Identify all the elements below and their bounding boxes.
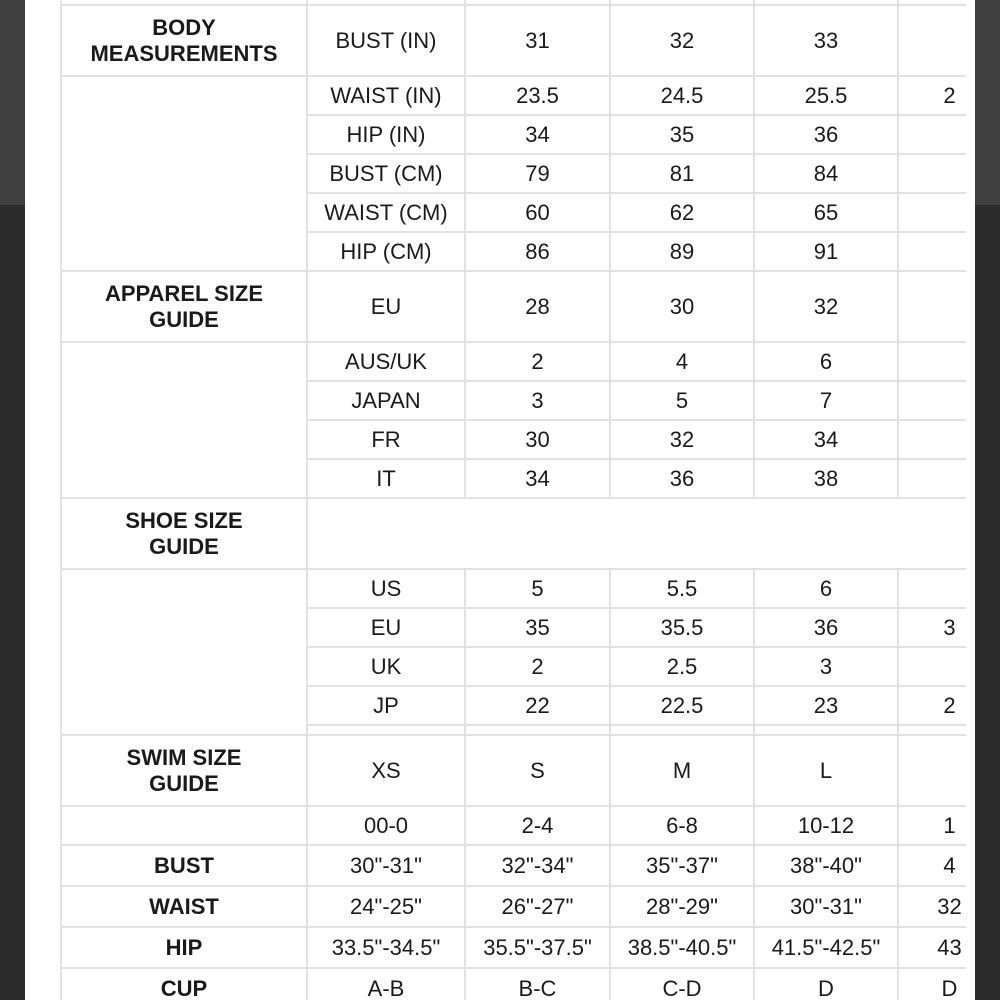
row-label-cup: CUP xyxy=(61,968,307,1000)
blank-cell xyxy=(61,76,307,271)
table-cell: 22 xyxy=(465,686,610,725)
table-cell: 2 xyxy=(465,342,610,381)
table-cell: 35 xyxy=(610,115,754,154)
table-row xyxy=(61,845,975,886)
table-cell: 60 xyxy=(465,193,610,232)
size-letter: S xyxy=(465,735,610,806)
table-cell: B-C xyxy=(465,968,610,1000)
table-cell: 35.5 xyxy=(610,608,754,647)
table-cell: 5 xyxy=(465,569,610,608)
table-cell-clipped xyxy=(898,420,975,459)
table-cell: 32 xyxy=(610,420,754,459)
table-cell: 4 xyxy=(610,342,754,381)
table-cell: 34 xyxy=(754,420,898,459)
row-label: FR xyxy=(307,420,465,459)
blank-cell xyxy=(61,342,307,498)
table-row xyxy=(61,342,975,381)
size-letter: L xyxy=(754,735,898,806)
row-label-waist: WAIST xyxy=(61,886,307,927)
table-cell: 23 xyxy=(754,686,898,725)
table-row xyxy=(61,927,975,968)
row-label: BUST (IN) xyxy=(307,5,465,76)
table-row xyxy=(61,968,975,1000)
table-cell: 28 xyxy=(465,271,610,342)
row-label: JP xyxy=(307,686,465,725)
table-cell-clipped xyxy=(898,115,975,154)
blank-cell xyxy=(898,725,975,735)
table-cell: 24.5 xyxy=(610,76,754,115)
table-cell: 62 xyxy=(610,193,754,232)
table-cell: 6 xyxy=(754,342,898,381)
table-cell: 31 xyxy=(465,5,610,76)
row-label-bust: BUST xyxy=(61,845,307,886)
table-cell: 38 xyxy=(754,459,898,498)
table-cell: 5.5 xyxy=(610,569,754,608)
table-cell: 23.5 xyxy=(465,76,610,115)
table-cell: 28"-29" xyxy=(610,886,754,927)
table-cell-clipped xyxy=(898,459,975,498)
row-label: HIP (CM) xyxy=(307,232,465,271)
blank-cell xyxy=(610,725,754,735)
section-title-swim: SWIM SIZE GUIDE xyxy=(61,735,307,806)
table-cell: 25.5 xyxy=(754,76,898,115)
blank-cell xyxy=(465,725,610,735)
blank-cell xyxy=(307,725,465,735)
row-label: HIP (IN) xyxy=(307,115,465,154)
size-number: 2-4 xyxy=(465,806,610,845)
table-cell: 41.5"-42.5" xyxy=(754,927,898,968)
table-cell-clipped xyxy=(898,381,975,420)
table-cell: 32 xyxy=(610,5,754,76)
table-row xyxy=(61,569,975,608)
table-cell: 32"-34" xyxy=(465,845,610,886)
table-cell: C-D xyxy=(610,968,754,1000)
table-cell: 79 xyxy=(465,154,610,193)
page-right-margin xyxy=(966,0,975,1000)
table-row xyxy=(61,498,975,569)
table-cell: 38.5"-40.5" xyxy=(610,927,754,968)
table-cell-clipped: 2 xyxy=(898,76,975,115)
row-label: US xyxy=(307,569,465,608)
table-cell: 6 xyxy=(754,569,898,608)
table-cell: 7 xyxy=(754,381,898,420)
table-cell: 35.5"-37.5" xyxy=(465,927,610,968)
size-number: 00-0 xyxy=(307,806,465,845)
table-cell-clipped: 43 xyxy=(898,927,975,968)
table-row xyxy=(61,5,975,76)
table-cell: 2.5 xyxy=(610,647,754,686)
table-cell: D xyxy=(754,968,898,1000)
table-cell: 5 xyxy=(610,381,754,420)
table-cell: 36 xyxy=(610,459,754,498)
table-cell: 38"-40" xyxy=(754,845,898,886)
table-cell-clipped: D xyxy=(898,968,975,1000)
row-label: EU xyxy=(307,271,465,342)
blank-cell xyxy=(61,569,307,735)
table-cell: 26"-27" xyxy=(465,886,610,927)
table-cell: 22.5 xyxy=(610,686,754,725)
table-cell-clipped xyxy=(898,342,975,381)
section-title-body: BODY MEASUREMENTS xyxy=(61,5,307,76)
row-label: WAIST (IN) xyxy=(307,76,465,115)
row-label: EU xyxy=(307,608,465,647)
table-cell: 30 xyxy=(610,271,754,342)
table-cell: 34 xyxy=(465,459,610,498)
table-row xyxy=(61,806,975,845)
table-cell: 30"-31" xyxy=(307,845,465,886)
table-cell-clipped xyxy=(898,271,975,342)
table-cell: 65 xyxy=(754,193,898,232)
blank-cell xyxy=(61,806,307,845)
row-label: UK xyxy=(307,647,465,686)
table-cell-clipped xyxy=(898,5,975,76)
table-cell-clipped xyxy=(898,232,975,271)
table-cell: 3 xyxy=(465,381,610,420)
blank-cell xyxy=(307,498,975,569)
row-label: JAPAN xyxy=(307,381,465,420)
table-cell: 86 xyxy=(465,232,610,271)
table-cell-clipped: 4 xyxy=(898,845,975,886)
table-cell: 30 xyxy=(465,420,610,459)
table-cell: 91 xyxy=(754,232,898,271)
table-cell-clipped: 32 xyxy=(898,886,975,927)
table-cell: 81 xyxy=(610,154,754,193)
table-cell: 33.5"-34.5" xyxy=(307,927,465,968)
table-row xyxy=(61,735,975,806)
table-cell: 89 xyxy=(610,232,754,271)
size-number: 6-8 xyxy=(610,806,754,845)
table-cell-clipped xyxy=(898,647,975,686)
table-cell: 36 xyxy=(754,608,898,647)
blank-cell xyxy=(754,725,898,735)
row-label: AUS/UK xyxy=(307,342,465,381)
table-cell-clipped xyxy=(898,569,975,608)
table-cell: 33 xyxy=(754,5,898,76)
table-cell: 35 xyxy=(465,608,610,647)
table-cell: 36 xyxy=(754,115,898,154)
table-cell: 34 xyxy=(465,115,610,154)
table-cell-clipped xyxy=(898,193,975,232)
table-cell: 32 xyxy=(754,271,898,342)
row-label: WAIST (CM) xyxy=(307,193,465,232)
table-cell: 2 xyxy=(465,647,610,686)
table-cell: 35"-37" xyxy=(610,845,754,886)
size-letter: M xyxy=(610,735,754,806)
size-letter: XS xyxy=(307,735,465,806)
table-cell: 84 xyxy=(754,154,898,193)
table-cell: A-B xyxy=(307,968,465,1000)
row-label: BUST (CM) xyxy=(307,154,465,193)
table-cell-clipped: 1 xyxy=(898,806,975,845)
table-row xyxy=(61,76,975,115)
size-chart-page xyxy=(25,0,975,1000)
table-cell-clipped: 2 xyxy=(898,686,975,725)
table-cell: 24"-25" xyxy=(307,886,465,927)
section-title-apparel: APPAREL SIZE GUIDE xyxy=(61,271,307,342)
table-row xyxy=(61,271,975,342)
size-number: 10-12 xyxy=(754,806,898,845)
table-cell: 30"-31" xyxy=(754,886,898,927)
table-cell-clipped: 3 xyxy=(898,608,975,647)
table-cell: 3 xyxy=(754,647,898,686)
table-row xyxy=(61,886,975,927)
row-label-hip: HIP xyxy=(61,927,307,968)
size-chart-table xyxy=(60,0,975,1000)
table-cell-clipped xyxy=(898,735,975,806)
section-title-shoe: SHOE SIZE GUIDE xyxy=(61,498,307,569)
row-label: IT xyxy=(307,459,465,498)
table-cell-clipped xyxy=(898,154,975,193)
